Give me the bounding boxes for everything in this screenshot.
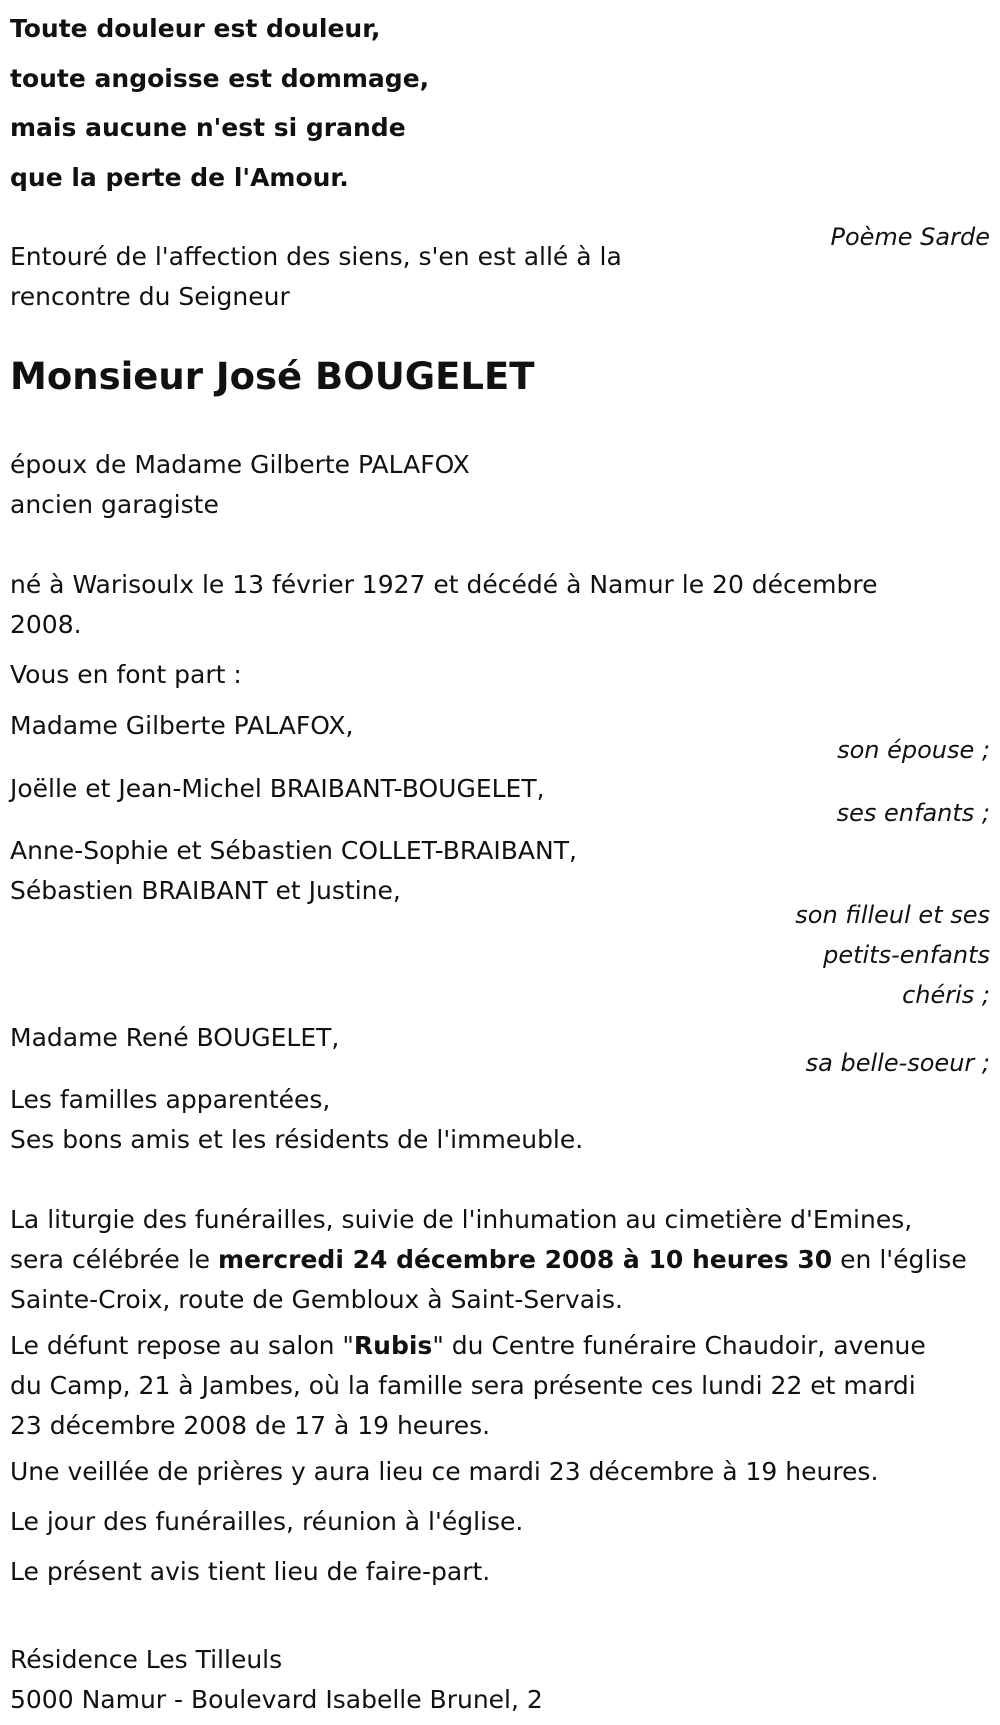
deceased-info xyxy=(10,445,470,525)
announcer-role: sa belle-soeur ; xyxy=(805,1049,990,1077)
funeral-text-post: en l'église xyxy=(832,1245,967,1274)
funeral-text xyxy=(10,1200,967,1320)
poem-line: toute angoisse est dommage, xyxy=(10,63,430,93)
announcer-role-line: chéris ; xyxy=(902,981,990,1009)
notice-text: Le présent avis tient lieu de faire-part. xyxy=(10,1557,491,1586)
funeral-date-time: mercredi 24 décembre 2008 à 10 heures 30 xyxy=(217,1245,833,1274)
announcer-role-line: son filleul et ses xyxy=(795,901,990,929)
repose-text-post: " du Centre funéraire Chaudoir, avenue xyxy=(432,1331,926,1360)
birth-death xyxy=(10,565,878,645)
birth-death-line: né à Warisoulx le 13 février 1927 et décédé à Namur le 20 décembre xyxy=(10,570,878,599)
announcer-name: Madame Gilberte PALAFOX, xyxy=(10,711,354,740)
others xyxy=(10,1080,583,1160)
repose-line: 23 décembre 2008 de 17 à 19 heures. xyxy=(10,1411,491,1440)
announcer-role: ses enfants ; xyxy=(836,799,990,827)
repose-text-pre: Le défunt repose au salon " xyxy=(10,1331,354,1360)
poem-line: Toute douleur est douleur, xyxy=(10,14,381,43)
announcer-names xyxy=(10,831,577,911)
intro-line: Entouré de l'affection des siens, s'en est allé à la xyxy=(10,242,622,271)
address-line: Résidence Les Tilleuls xyxy=(10,1645,283,1674)
deceased-name: Monsieur José BOUGELET xyxy=(10,355,535,398)
repose-text xyxy=(10,1326,926,1446)
poem-line: mais aucune n'est si grande xyxy=(10,113,406,142)
announcer-role xyxy=(795,895,990,1015)
announcer-name: Anne-Sophie et Sébastien COLLET-BRAIBANT, xyxy=(10,836,577,865)
birth-death-line: 2008. xyxy=(10,610,82,639)
announcers-intro: Vous en font part : xyxy=(10,660,242,689)
poem-source: Poème Sarde xyxy=(830,223,990,251)
announcer-role-line: petits-enfants xyxy=(823,941,990,969)
funeral-line: La liturgie des funérailles, suivie de l'inhumation au cimetière d'Emines, xyxy=(10,1205,913,1234)
address xyxy=(10,1640,543,1720)
address-line: 5000 Namur - Boulevard Isabelle Brunel, 2 xyxy=(10,1685,543,1714)
poem xyxy=(10,4,429,202)
announcer-name: Madame René BOUGELET, xyxy=(10,1023,340,1052)
intro-text xyxy=(10,237,622,317)
funeral-line xyxy=(10,1240,967,1280)
funeral-line: Sainte-Croix, route de Gembloux à Saint-Servais. xyxy=(10,1285,623,1314)
announcer-name: Joëlle et Jean-Michel BRAIBANT-BOUGELET, xyxy=(10,774,545,803)
meeting-text: Le jour des funérailles, réunion à l'église. xyxy=(10,1507,524,1536)
others-line: Les familles apparentées, xyxy=(10,1085,331,1114)
funeral-text-pre: sera célébrée le xyxy=(10,1245,218,1274)
others-line: Ses bons amis et les résidents de l'immeuble. xyxy=(10,1125,584,1154)
poem-line: que la perte de l'Amour. xyxy=(10,162,349,192)
repose-line: du Camp, 21 à Jambes, où la famille sera présente ces lundi 22 et mardi xyxy=(10,1371,916,1400)
salon-name: Rubis xyxy=(353,1331,433,1360)
announcer-name: Sébastien BRAIBANT et Justine, xyxy=(10,876,401,905)
announcer-role: son épouse ; xyxy=(837,736,990,764)
spouse-line: époux de Madame Gilberte PALAFOX xyxy=(10,450,470,479)
vigil-text: Une veillée de prières y aura lieu ce mardi 23 décembre à 19 heures. xyxy=(10,1457,879,1486)
intro-line: rencontre du Seigneur xyxy=(10,282,290,311)
repose-line xyxy=(10,1326,926,1366)
occupation-line: ancien garagiste xyxy=(10,490,219,519)
